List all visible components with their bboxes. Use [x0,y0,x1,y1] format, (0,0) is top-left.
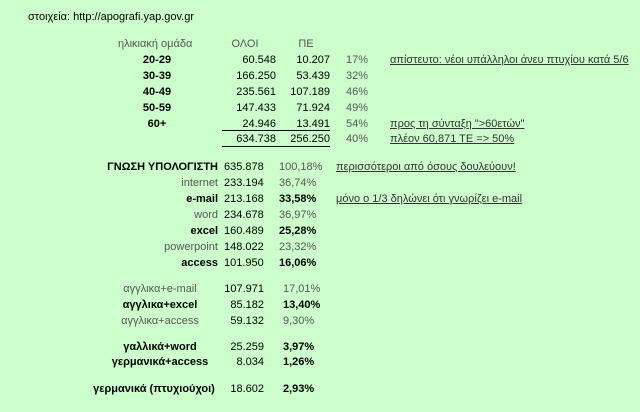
age-pct: 46% [346,86,369,98]
language-value: 8.034 [236,356,264,368]
language-pct: 13,40% [283,299,321,311]
language-pct: 1,26% [283,356,315,368]
source-text: στοιχεία: http://apografi.yap.gov.gr [28,11,195,23]
age-all-value: 60.548 [242,54,276,66]
language-label: αγγλικα+excel [122,299,198,311]
age-pct: 32% [346,70,369,82]
age-pe-value: 107.189 [290,86,330,98]
skill-value: 160.489 [224,225,264,237]
skill-label: ΓΝΩΣΗ ΥΠΟΛΟΓΙΣΤΗ [107,161,218,173]
total-note: πλέον 60,871 ΤΕ => 50% [390,133,515,145]
language-value: 85.182 [230,299,264,311]
age-all-value: 147.433 [236,102,276,114]
age-pe-value: 10.207 [296,54,330,66]
skill-label: internet [181,177,218,189]
degree-pct: 2,93% [283,383,315,395]
age-pe-value: 13.491 [296,118,330,130]
age-all-value: 24.946 [242,118,276,130]
skill-pct: 36,97% [279,209,317,221]
degree-value: 18.602 [230,383,264,395]
age-all-value: 166.250 [236,70,276,82]
age-group-label: 20-29 [142,54,172,66]
skill-label: excel [190,225,218,237]
age-pe-value: 71.924 [296,102,330,114]
total-divider [222,130,330,131]
age-all-value: 235.561 [236,86,276,98]
age-pct: 17% [346,54,369,66]
skill-value: 101.950 [224,257,264,269]
total-all-value: 634.738 [236,133,276,145]
skill-value: 635.878 [224,161,264,173]
skill-label: word [194,209,218,221]
total-underline [222,146,330,147]
language-pct: 9,30% [283,315,315,327]
skill-note: μόνο ο 1/3 δηλώνει ότι γνωρίζει e-mail [336,193,523,205]
skill-pct: 36,74% [279,177,317,189]
language-label: αγγλικα+access [121,315,199,327]
skill-value: 233.194 [224,177,264,189]
skill-value: 213.168 [224,193,264,205]
skill-label: e-mail [186,193,218,205]
age-group-label: 50-59 [142,102,172,114]
language-label: αγγλικα+e-mail [123,283,197,295]
age-pct: 54% [346,118,369,130]
age-group-label: 30-39 [142,70,172,82]
language-label: γαλλικά+word [123,341,197,353]
language-pct: 3,97% [283,341,315,353]
language-pct: 17,01% [283,283,321,295]
skill-label: access [181,257,218,269]
age-note: προς τη σύνταξη ">60ετών" [390,118,525,130]
language-label: γερμανικά+access [111,356,209,368]
header-pe: ΠΕ [298,38,314,50]
language-value: 25.259 [230,341,264,353]
skill-value: 148.022 [224,241,264,253]
skill-pct: 33,58% [279,193,317,205]
header-age-group: ηλικιακή ομάδα [118,38,193,50]
age-pe-value: 53.439 [296,70,330,82]
age-pct: 49% [346,102,369,114]
skill-label: powerpoint [164,241,218,253]
skill-pct: 23,32% [279,241,317,253]
age-group-label: 60+ [147,118,167,130]
age-note: απίστευτο: νέοι υπάλληλοι άνευ πτυχίου κατά 5/6 [390,54,629,66]
degree-label: γερμανικά (πτυχιούχοι) [93,383,215,395]
skill-value: 234.678 [224,209,264,221]
skill-pct: 25,28% [279,225,317,237]
language-value: 59.132 [230,315,264,327]
language-value: 107.971 [224,283,264,295]
total-pe-value: 256.250 [290,133,330,145]
age-group-label: 40-49 [142,86,172,98]
total-pct: 40% [346,133,369,145]
skill-pct: 100,18% [279,161,323,173]
skill-note: περισσότεροι από όσους δουλεύουν! [336,161,516,173]
header-all: ΟΛΟΙ [231,38,259,50]
skill-pct: 16,06% [279,257,317,269]
